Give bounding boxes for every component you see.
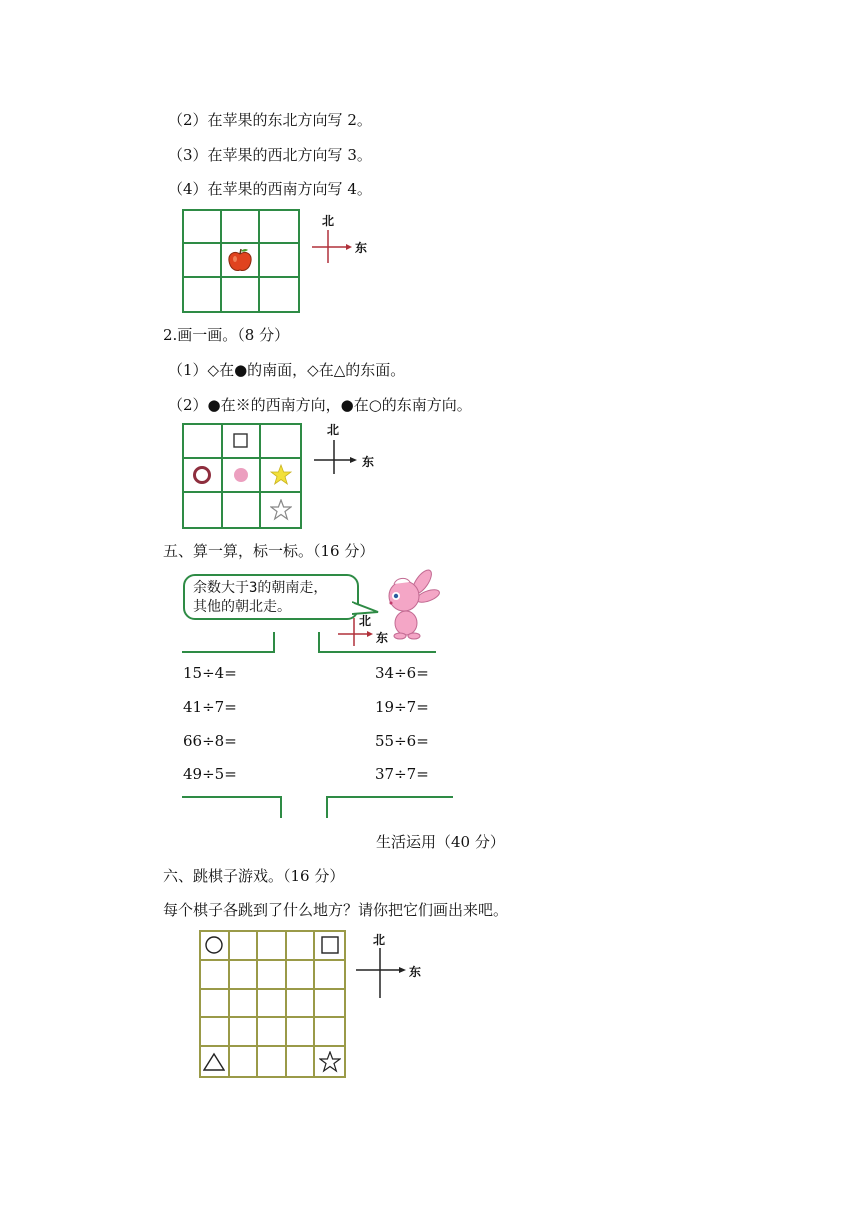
- north-label: 北: [359, 614, 372, 628]
- board-cell[interactable]: [287, 990, 316, 1019]
- triangle-piece-icon: [203, 1052, 225, 1072]
- grid-cell[interactable]: [222, 244, 260, 277]
- yellow-star-icon: [270, 464, 292, 486]
- pink-dot-icon: [232, 466, 250, 484]
- circle-piece-icon: [204, 935, 224, 955]
- grid-cell[interactable]: [184, 459, 223, 493]
- equation: 55÷6=: [375, 732, 429, 750]
- instruction-line-2: （2）在苹果的东北方向写 2。: [168, 111, 372, 129]
- star-piece-icon: [319, 1051, 341, 1073]
- grid-cell[interactable]: [261, 425, 300, 459]
- equation: 41÷7=: [183, 698, 237, 716]
- grid-cell[interactable]: [222, 211, 260, 244]
- bubble-line: 其他的朝北走。: [193, 599, 291, 615]
- question-title: 五、算一算，标一标。（16 分）: [163, 542, 375, 560]
- instruction-line-4: （4）在苹果的西南方向写 4。: [168, 180, 372, 198]
- instruction-line: （2）●在※的西南方向，●在○的东南方向。: [168, 396, 472, 414]
- grid-cell[interactable]: [260, 211, 298, 244]
- board-cell[interactable]: [315, 961, 344, 990]
- instruction-line-3: （3）在苹果的西北方向写 3。: [168, 146, 372, 164]
- board-cell[interactable]: [258, 990, 287, 1019]
- east-label: 东: [355, 241, 368, 255]
- grid-cell[interactable]: [260, 278, 298, 311]
- compass-icon: [354, 944, 410, 1000]
- east-label: 东: [362, 455, 375, 469]
- board-cell[interactable]: [258, 961, 287, 990]
- speech-bubble: [183, 574, 359, 620]
- board-cell[interactable]: [287, 932, 316, 961]
- question-title: 六、跳棋子游戏。（16 分）: [163, 867, 345, 885]
- grid-cell[interactable]: [223, 493, 262, 527]
- apple-icon: [226, 246, 254, 274]
- apple-grid: [182, 209, 300, 313]
- board-cell[interactable]: [287, 961, 316, 990]
- section-title: 生活运用（40 分）: [376, 833, 505, 851]
- board-cell[interactable]: [201, 990, 230, 1019]
- grid-cell[interactable]: [222, 278, 260, 311]
- equation: 34÷6=: [375, 664, 429, 682]
- shapes-grid: [182, 423, 302, 529]
- board-grid: [199, 930, 346, 1078]
- board-cell[interactable]: [258, 932, 287, 961]
- square-icon: [233, 433, 249, 449]
- grid-cell[interactable]: [261, 493, 300, 527]
- board-cell[interactable]: [230, 990, 259, 1019]
- board-cell[interactable]: [258, 1018, 287, 1047]
- board-cell[interactable]: [315, 1047, 344, 1076]
- square-piece-icon: [320, 935, 340, 955]
- instruction-line: （1）◇在●的南面，◇在△的东面。: [168, 361, 406, 379]
- board-cell[interactable]: [201, 1047, 230, 1076]
- north-label: 北: [373, 933, 386, 947]
- grid-cell[interactable]: [184, 211, 222, 244]
- board-cell[interactable]: [201, 932, 230, 961]
- board-cell[interactable]: [230, 1018, 259, 1047]
- path-bottom: [180, 794, 460, 820]
- path-top: [180, 630, 440, 656]
- grid-cell[interactable]: [260, 244, 298, 277]
- north-label: 北: [327, 423, 340, 437]
- board-cell[interactable]: [258, 1047, 287, 1076]
- equation: 15÷4=: [183, 664, 237, 682]
- board-cell[interactable]: [287, 1018, 316, 1047]
- east-label: 东: [376, 631, 389, 645]
- board-cell[interactable]: [315, 1018, 344, 1047]
- equation: 37÷7=: [375, 765, 429, 783]
- board-cell[interactable]: [230, 961, 259, 990]
- question-prompt: 每个棋子各跳到了什么地方？请你把它们画出来吧。: [163, 901, 509, 919]
- grid-cell[interactable]: [223, 425, 262, 459]
- board-cell[interactable]: [287, 1047, 316, 1076]
- outline-star-icon: [270, 499, 292, 521]
- board-cell[interactable]: [315, 932, 344, 961]
- bubble-line: 余数大于3的朝南走，: [193, 580, 328, 596]
- compass-icon: [310, 225, 355, 265]
- grid-cell[interactable]: [184, 425, 223, 459]
- compass-icon: [312, 436, 360, 476]
- grid-cell[interactable]: [184, 278, 222, 311]
- board-cell[interactable]: [230, 1047, 259, 1076]
- equation: 66÷8=: [183, 732, 237, 750]
- question-title: 2.画一画。（8 分）: [163, 326, 290, 344]
- grid-cell[interactable]: [184, 244, 222, 277]
- board-cell[interactable]: [230, 932, 259, 961]
- north-label: 北: [322, 214, 335, 228]
- board-cell[interactable]: [201, 1018, 230, 1047]
- grid-cell[interactable]: [223, 459, 262, 493]
- equation: 19÷7=: [375, 698, 429, 716]
- grid-cell[interactable]: [184, 493, 223, 527]
- ring-icon: [191, 464, 213, 486]
- grid-cell[interactable]: [261, 459, 300, 493]
- board-cell[interactable]: [201, 961, 230, 990]
- board-cell[interactable]: [315, 990, 344, 1019]
- equation: 49÷5=: [183, 765, 237, 783]
- east-label: 东: [409, 965, 422, 979]
